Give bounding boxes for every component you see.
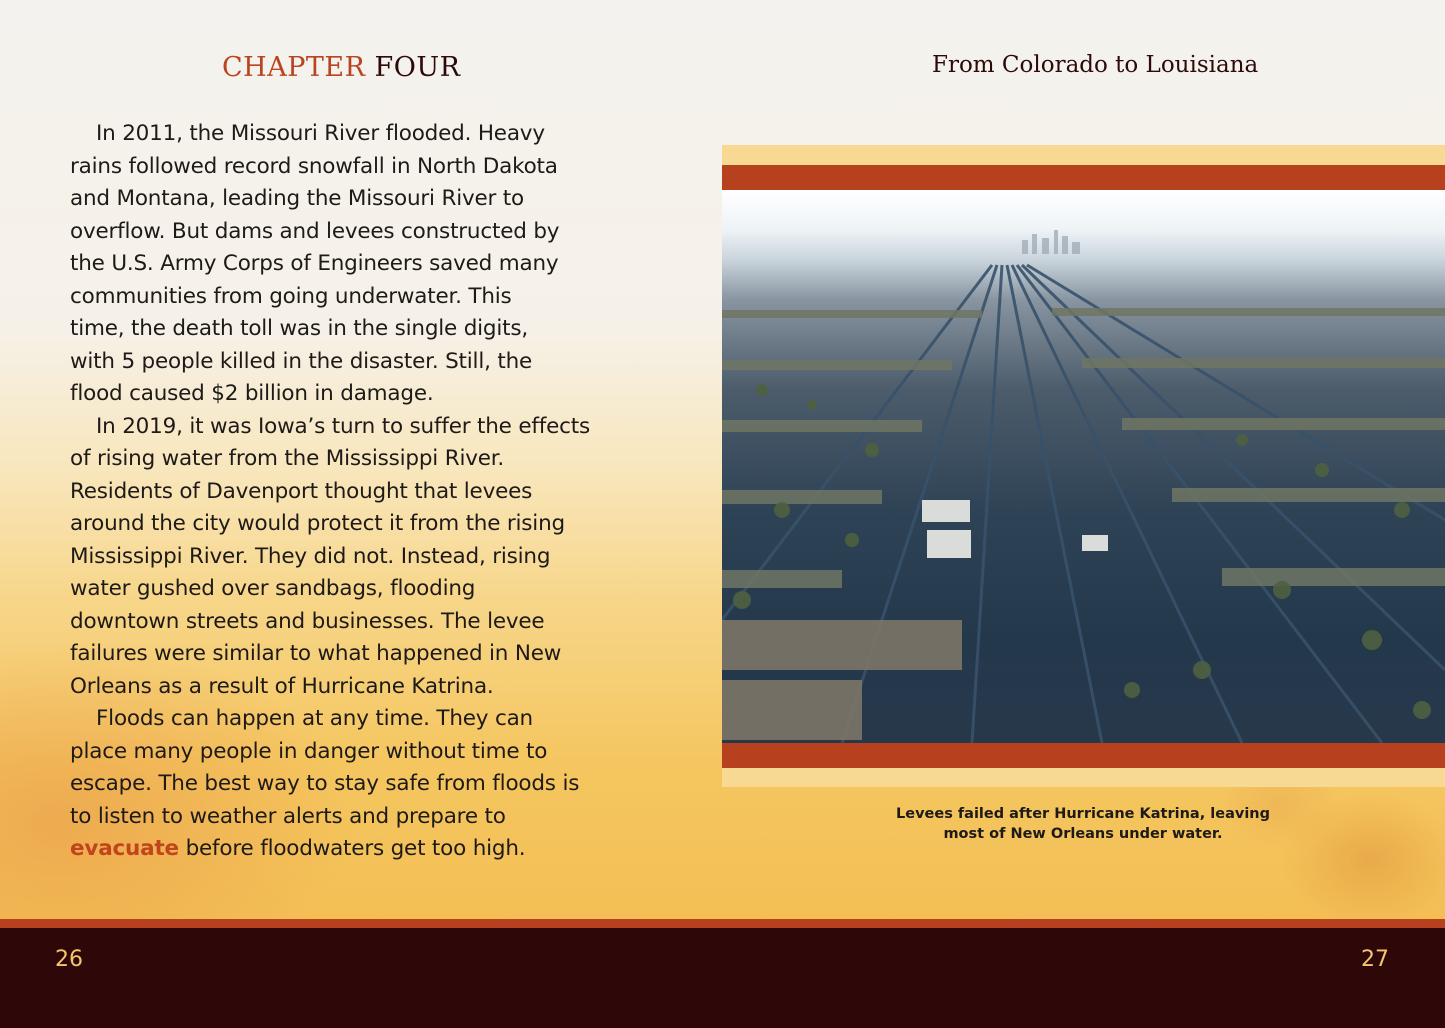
- body-line: around the city would protect it from the rising: [70, 511, 565, 536]
- photo-frame: [722, 145, 1445, 787]
- body-line-rest: before floodwaters get too high.: [178, 836, 526, 861]
- body-line: Mississippi River. They did not. Instead, rising: [70, 543, 551, 569]
- flooded-city-illustration: [722, 190, 1445, 743]
- running-header-title: From Colorado to Louisiana: [932, 52, 1259, 78]
- frame-bar-bottom: [722, 743, 1445, 768]
- glossary-term-evacuate[interactable]: evacuate: [70, 836, 179, 861]
- body-line-last: [70, 833, 635, 866]
- body-line: and Montana, leading the Missouri River to: [70, 186, 524, 211]
- body-line: water gushed over sandbags, flooding: [70, 576, 476, 601]
- chapter-label: CHAPTER: [222, 52, 366, 83]
- chapter-heading: [222, 50, 460, 86]
- body-line: the U.S. Army Corps of Engineers saved many: [70, 251, 559, 276]
- body-line: place many people in danger without time to: [70, 738, 548, 764]
- caption-line: Levees failed after Hurricane Katrina, leaving: [896, 806, 1270, 822]
- body-text: [70, 118, 635, 866]
- frame-bar-top: [722, 165, 1445, 190]
- body-line: to listen to weather alerts and prepare to: [70, 803, 506, 829]
- page-number-left: 26: [55, 947, 83, 972]
- body-line: time, the death toll was in the single digits,: [70, 316, 529, 341]
- photo-caption: [880, 804, 1286, 844]
- body-line: downtown streets and businesses. The levee: [70, 608, 545, 634]
- body-line: Residents of Davenport thought that levees: [70, 478, 533, 504]
- body-line: escape. The best way to stay safe from floods is: [70, 771, 580, 796]
- body-line: Floods can happen at any time. They can: [96, 706, 533, 731]
- footer-band: [0, 928, 1445, 1028]
- body-line: rains followed record snowfall in North Dakota: [70, 153, 558, 179]
- footer-stripe: [0, 919, 1445, 928]
- body-line: communities from going underwater. This: [70, 283, 512, 309]
- body-line: with 5 people killed in the disaster. Still, the: [70, 348, 533, 374]
- body-line: flood caused $2 billion in damage.: [70, 381, 434, 406]
- page-number-right: 27: [1361, 947, 1389, 972]
- body-line: Orleans as a result of Hurricane Katrina.: [70, 673, 494, 699]
- body-line: failures were similar to what happened in New: [70, 641, 562, 666]
- body-line: overflow. But dams and levees constructed by: [70, 218, 560, 244]
- body-line: In 2019, it was Iowa’s turn to suffer the effects: [96, 413, 590, 439]
- chapter-number: FOUR: [374, 52, 461, 83]
- caption-line: most of New Orleans under water.: [943, 826, 1223, 842]
- body-line: of rising water from the Mississippi River.: [70, 446, 505, 471]
- flood-aerial-photo: [722, 190, 1445, 743]
- body-line: In 2011, the Missouri River flooded. Heavy: [96, 121, 545, 146]
